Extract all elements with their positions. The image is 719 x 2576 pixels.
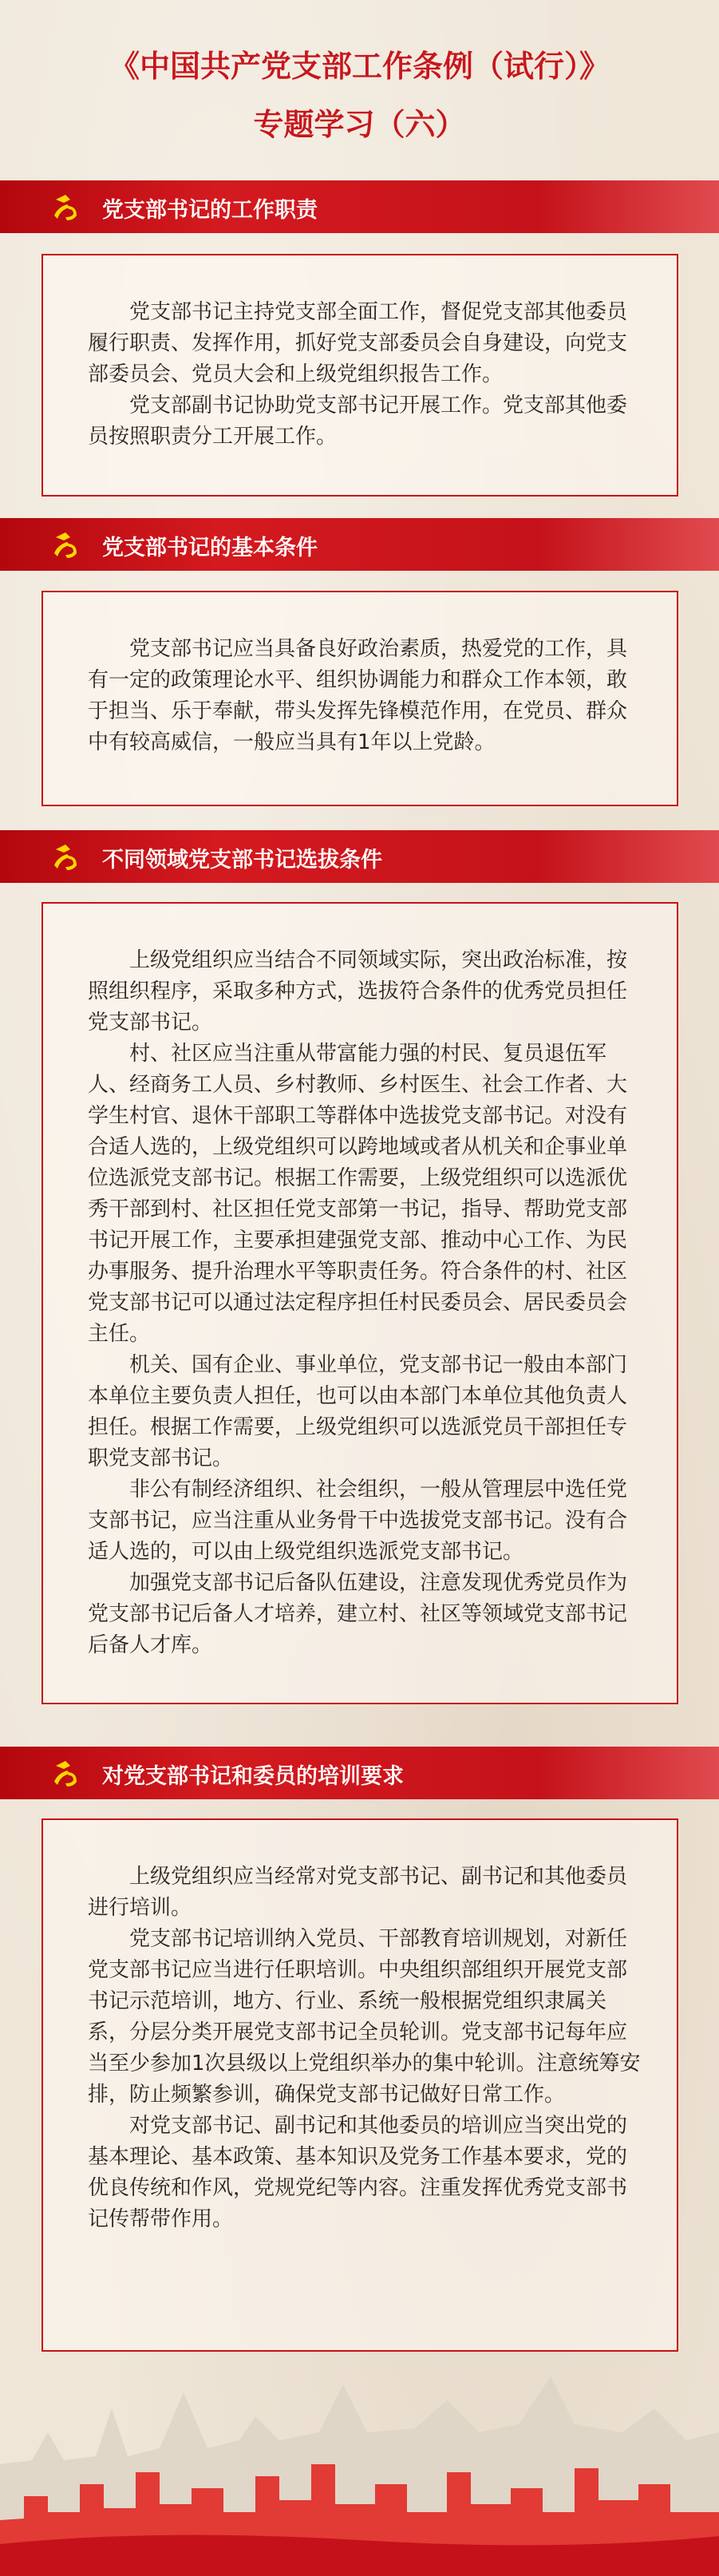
party-emblem-icon [49,841,81,873]
section-box-duties [41,254,678,497]
paragraph: 上级党组织应当结合不同领域实际，突出政治标准，按照组织程序，采取多种方式，选拔符合条件的优秀党员担任党支部书记。 [88,948,628,1035]
party-emblem-icon [49,192,81,224]
paragraph: 上级党组织应当经常对党支部书记、副书记和其他委员进行培训。 [88,1865,628,1920]
section-title: 不同领域党支部书记选拔条件 [102,848,382,873]
paragraph: 加强党支部书记后备队伍建设，注意发现优秀党员作为党支部书记后备人才培养，建立村、社区等领域党支部书记后备人才库。 [88,1571,628,1657]
section-header-duties [0,180,719,233]
section-title: 对党支部书记和委员的培训要求 [102,1764,404,1789]
title-line-2: 专题学习（六） [253,107,466,142]
paragraph: 党支部书记培训纳入党员、干部教育培训规划，对新任党支部书记应当进行任职培训。中央组织部组织开展党支部书记示范培训，地方、行业、系统一般根据党组织隶属关系，分层分类开展党支部书记全员轮训。党支部书记每年应当至少参加1次县级以上党组织举办的集中轮训。注意统筹安排，防止频繁参训，确保党支部书记做好日常工作。 [88,1927,641,2107]
section-title: 党支部书记的基本条件 [102,536,318,560]
paragraph: 党支部书记应当具备良好政治素质，热爱党的工作，具有一定的政策理论水平、组织协调能力和群众工作本领，敢于担当、乐于奉献，带头发挥先锋模范作用，在党员、群众中有较高威信，一般应当具有1年以上党龄。 [88,637,628,754]
section-header-selection [0,830,719,883]
section-header-conditions [0,518,719,571]
section-header-training [0,1747,719,1799]
paragraph: 非公有制经济组织、社会组织，一般从管理层中选任党支部书记，应当注重从业务骨干中选拔党支部书记。没有合适人选的，可以由上级党组织选派党支部书记。 [88,1478,628,1564]
section-box-selection [41,902,678,1704]
paragraph: 村、社区应当注重从带富能力强的村民、复员退伍军人、经商务工人员、乡村教师、乡村医生、社会工作者、大学生村官、退休干部职工等群体中选拔党支部书记。对没有合适人选的，上级党组织可以跨地域或者从机关和企事业单位选派党支部书记。根据工作需要，上级党组织可以选派优秀干部到村、社区担任党支部第一书记，指导、帮助党支部书记开展工作，主要承担建强党支部、推动中心工作、为民办事服务、提升治理水平等职责任务。符合条件的村、社区党支部书记可以通过法定程序担任村民委员会、居民委员会主任。 [88,1042,628,1346]
paragraph: 党支部书记主持党支部全面工作，督促党支部其他委员履行职责、发挥作用，抓好党支部委员会自身建设，向党支部委员会、党员大会和上级党组织报告工作。 [88,300,628,386]
section-box-conditions [41,591,678,806]
section-box-training [41,1818,678,2352]
party-emblem-icon [49,529,81,561]
paragraph: 对党支部书记、副书记和其他委员的培训应当突出党的基本理论、基本政策、基本知识及党务工作基本要求，党的优良传统和作风，党规党纪等内容。注重发挥优秀党支部书记传帮带作用。 [88,2114,628,2231]
paragraph: 机关、国有企业、事业单位，党支部书记一般由本部门本单位主要负责人担任，也可以由本部门本单位其他负责人担任。根据工作需要，上级党组织可以选派党员干部担任专职党支部书记。 [88,1353,628,1470]
title-line-1: 《中国共产党支部工作条例（试行）》 [109,49,610,84]
section-title: 党支部书记的工作职责 [102,198,318,223]
city-skyline-decoration [0,2313,719,2576]
paragraph: 党支部副书记协助党支部书记开展工作。党支部其他委员按照职责分工开展工作。 [88,394,628,449]
party-emblem-icon [49,1758,81,1790]
